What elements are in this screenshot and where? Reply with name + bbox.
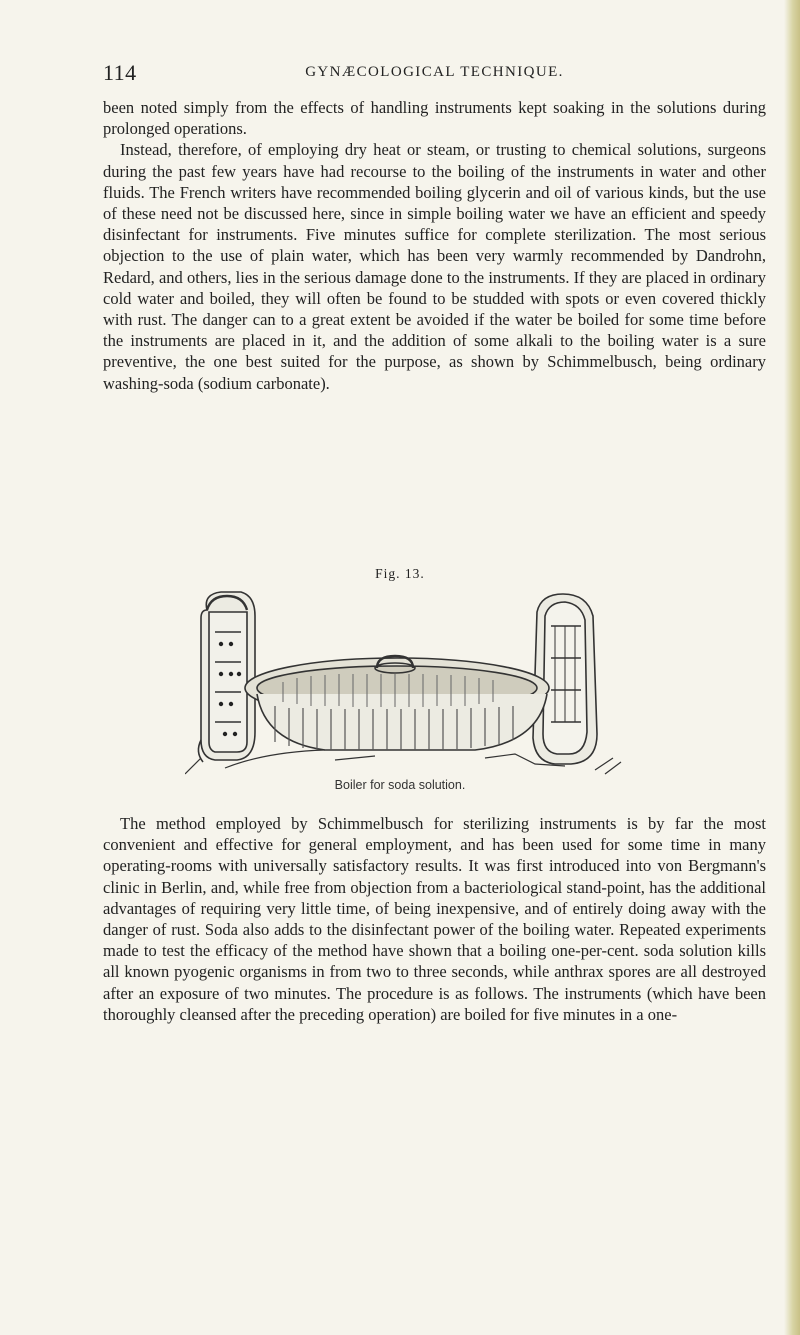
page-edge-shadow [784, 0, 800, 1335]
paragraph: The method employed by Schimmelbusch for sterilizing instruments is by far the most convenient and effective for general employment, and has been used for some time in many operating-rooms with universally satisfactory results. It was first introduced into von Bergmann's clinic in Berlin, and, while free from objection from a bacteriological stand-point, has the additional advantages of requiring very little time, of being inexpensive, and of entirely doing away with the danger of rust. Soda also adds to the disinfectant power of the boiling water. Repeated experiments made to test the efficacy of the method have shown that a boiling one-per-cent. soda solution kills all known pyogenic organisms in from two to three seconds, while anthrax spores are all destroyed after an exposure of two minutes. The procedure is as follows. The instruments (which have been thoroughly cleansed after the preceding operation) are boiled for five minutes in a one- [103, 814, 766, 1024]
text-block-bottom [103, 813, 766, 1025]
page-number: 114 [103, 60, 137, 85]
running-head: GYNÆCOLOGICAL TECHNIQUE. [305, 64, 564, 80]
left-lid-illustration [198, 592, 255, 762]
paragraph: been noted simply from the effects of handling instruments kept soaking in the solutions during prolonged operations. [103, 98, 766, 139]
paragraph: Instead, therefore, of employing dry heat or steam, or trusting to chemical solutions, surgeons during the past few years have had recourse to the boiling of the instruments in water and other fluids. The French writers have recommended boiling glycerin and oil of various kinds, but the use of these need not be discussed here, since in simple boiling water we have an efficient and speedy disinfectant for instruments. Five minutes suffice for complete sterilization. The most serious objection to the use of plain water, which has been very warmly recommended by Dandrohn, Redard, and others, lies in the serious damage done to the instruments. If they are placed in ordinary cold water and boiled, they will often be found to be studded with spots or even covered thickly with rust. The danger can to a great extent be avoided if the water be boiled for some time before the instruments are placed in it, and the addition of some alkali to the boiling water is a sure preventive, the one best suited for the purpose, as shown by Schimmelbusch, being ordinary washing-soda (sodium carbonate). [103, 140, 766, 393]
boiler-tub-illustration [245, 656, 549, 750]
figure-caption: Boiler for soda solution. [334, 778, 466, 792]
figure [185, 582, 625, 777]
boiler-illustration [185, 582, 625, 777]
page-header [103, 60, 766, 84]
figure-label: Fig. 13. [375, 566, 425, 581]
text-block-top [103, 97, 766, 394]
